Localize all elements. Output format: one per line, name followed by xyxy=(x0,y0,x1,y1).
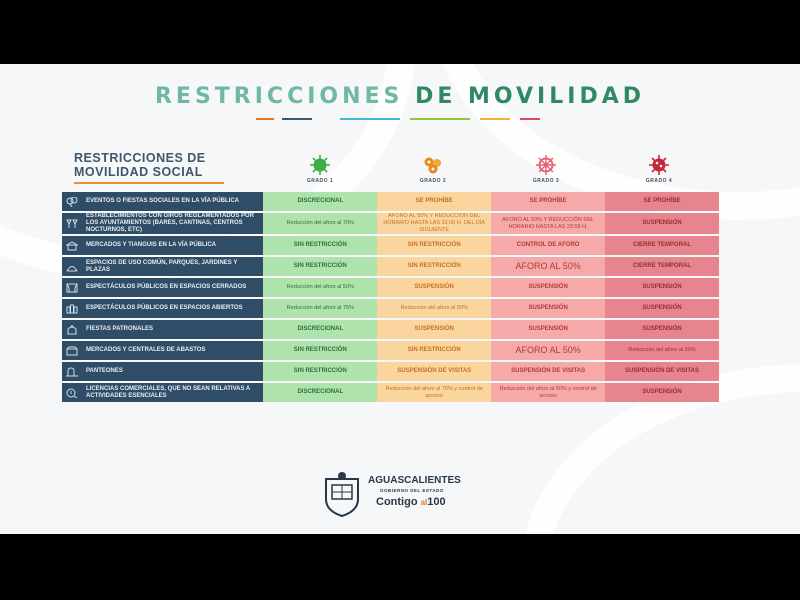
title-rule-orange xyxy=(256,118,274,120)
grade-4-cell: SUSPENSIÓN xyxy=(605,320,719,339)
virus-green-icon xyxy=(309,154,331,176)
grade-3-header xyxy=(490,154,602,184)
grade-2-cell: SE PROHÍBE xyxy=(377,192,491,211)
activity-cell xyxy=(62,299,263,318)
grade-3-cell: Reducción del aforo al 50% y control de acceso xyxy=(491,383,605,402)
title-part2: DE MOVILIDAD xyxy=(415,84,645,109)
grade-1-cell: DISCRECIONAL xyxy=(263,320,377,339)
activity-cell xyxy=(62,341,263,360)
table-row xyxy=(62,278,719,297)
grade-3-cell: SUSPENSIÓN DE VISITAS xyxy=(491,362,605,381)
slogan-part-a: Contigo xyxy=(376,496,418,508)
park-icon xyxy=(66,262,78,272)
activity-cell xyxy=(62,192,263,211)
title-rule-yellow xyxy=(480,118,510,120)
government-logo xyxy=(320,469,500,523)
grade-4-header xyxy=(603,154,715,184)
grade-2-cell: SIN RESTRICCIÓN xyxy=(377,236,491,255)
market-icon xyxy=(66,241,78,251)
grade-4-cell: SUSPENSIÓN DE VISITAS xyxy=(605,362,719,381)
grade-1-cell: DISCRECIONAL xyxy=(263,383,377,402)
grade-2-cell: Reducción del aforo al 50% xyxy=(377,299,491,318)
activity-label: FIESTAS PATRONALES xyxy=(86,326,154,332)
section-title-underline xyxy=(74,182,224,184)
grade-4-cell: CIERRE TEMPORAL xyxy=(605,257,719,276)
activity-label: ESPECTÁCULOS PÚBLICOS EN ESPACIOS CERRADOS xyxy=(86,284,247,290)
grade-3-cell: SUSPENSIÓN xyxy=(491,320,605,339)
table-row xyxy=(62,341,719,360)
grade-3-cell: AFORO AL 50% xyxy=(491,257,605,276)
table-row xyxy=(62,257,719,276)
activity-cell xyxy=(62,383,263,402)
glasses-icon xyxy=(66,219,78,229)
activity-label: EVENTOS O FIESTAS SOCIALES EN LA VÍA PÚBLICA xyxy=(86,198,240,204)
virus-pink-icon xyxy=(535,154,557,176)
activity-cell xyxy=(62,278,263,297)
table-row xyxy=(62,192,719,211)
grade-3-cell: SUSPENSIÓN xyxy=(491,278,605,297)
section-title xyxy=(74,151,264,184)
slogan-part-b: al xyxy=(420,498,428,507)
grade-4-cell: SUSPENSIÓN xyxy=(605,213,719,234)
grade-4-cell: CIERRE TEMPORAL xyxy=(605,236,719,255)
grade-1-cell: Reducción del aforo al 75% xyxy=(263,299,377,318)
table-row xyxy=(62,236,719,255)
activity-label: MERCADOS Y TIANGUIS EN LA VÍA PÚBLICA xyxy=(86,242,217,248)
table-row xyxy=(62,320,719,339)
grade-2-cell: Reducción del aforo al 70% y control de acceso xyxy=(377,383,491,402)
logo-name: AGUASCALIENTES xyxy=(368,475,461,486)
title-rule-blue xyxy=(340,118,400,120)
grade-1-cell: Reducción del aforo al 70% xyxy=(263,213,377,234)
grade-1-cell: SIN RESTRICCIÓN xyxy=(263,257,377,276)
grade-3-cell: SE PROHÍBE xyxy=(491,192,605,211)
activity-cell xyxy=(62,257,263,276)
table-row xyxy=(62,383,719,402)
activity-label: ESTABLECIMIENTOS CON GIROS REGLAMENTADOS POR LOS AYUNTAMIENTOS (BARES, CANTINAS, CENTROS NOCTURNOS, ETC) xyxy=(86,213,255,233)
title-rule-green xyxy=(410,118,470,120)
grade-2-cell: SIN RESTRICCIÓN xyxy=(377,257,491,276)
activity-cell xyxy=(62,362,263,381)
slide xyxy=(0,64,800,534)
grade-4-cell: Reducción del aforo al 30% xyxy=(605,341,719,360)
activity-label: LICENCIAS COMERCIALES, QUE NO SEAN RELATIVAS A ACTIVIDADES ESENCIALES xyxy=(86,385,251,399)
section-title-line2: MOVILIDAD SOCIAL xyxy=(74,165,203,179)
grade-1-cell: SIN RESTRICCIÓN xyxy=(263,236,377,255)
virus-red-icon xyxy=(648,154,670,176)
table-row xyxy=(62,362,719,381)
grade-1-cell: DISCRECIONAL xyxy=(263,192,377,211)
grade-4-cell: SUSPENSIÓN xyxy=(605,299,719,318)
grade-2-cell: SUSPENSIÓN DE VISITAS xyxy=(377,362,491,381)
grade-2-cell: SUSPENSIÓN xyxy=(377,278,491,297)
title-part1: RESTRICCIONES xyxy=(154,84,404,109)
grade-2-cell: SUSPENSIÓN xyxy=(377,320,491,339)
table-row xyxy=(62,213,719,234)
virus-orange-icon xyxy=(422,154,444,176)
grade-label: GRADO 3 xyxy=(532,178,560,184)
table-row xyxy=(62,299,719,318)
activity-cell xyxy=(62,236,263,255)
page-title xyxy=(0,84,800,109)
logo-subtitle: GOBIERNO DEL ESTADO xyxy=(380,488,444,493)
activity-cell xyxy=(62,213,263,234)
activity-label: ESPECTÁCULOS PÚBLICOS EN ESPACIOS ABIERTOS xyxy=(86,305,243,311)
section-title-line1: RESTRICCIONES DE xyxy=(74,151,206,165)
grade-1-header xyxy=(264,154,376,184)
grade-3-cell: AFORO AL 50% xyxy=(491,341,605,360)
title-rule-navy xyxy=(282,118,312,120)
tombstone-icon xyxy=(66,367,78,377)
grade-3-cell: AFORO AL 50% Y REDUCCIÓN DEL HORARIO HASTA LAS 23:59 H. xyxy=(491,213,605,234)
store-icon xyxy=(66,346,78,356)
church-icon xyxy=(66,325,78,335)
grade-4-cell: SUSPENSIÓN xyxy=(605,383,719,402)
grade-3-cell: CONTROL DE AFORO xyxy=(491,236,605,255)
activity-cell xyxy=(62,320,263,339)
grade-label: GRADO 1 xyxy=(306,178,334,184)
activity-label: MERCADOS Y CENTRALES DE ABASTOS xyxy=(86,347,206,353)
grade-label: GRADO 2 xyxy=(419,178,447,184)
grade-1-cell: SIN RESTRICCIÓN xyxy=(263,362,377,381)
grade-1-cell: SIN RESTRICCIÓN xyxy=(263,341,377,360)
grade-3-cell: SUSPENSIÓN xyxy=(491,299,605,318)
license-icon xyxy=(66,388,78,398)
grade-2-header xyxy=(377,154,489,184)
coat-of-arms-icon xyxy=(320,471,364,517)
grade-1-cell: Reducción del aforo al 50% xyxy=(263,278,377,297)
restrictions-table xyxy=(62,190,719,404)
grade-2-cell: AFORO AL 50% Y REDUCCIÓN DEL HORARIO HASTA LAS 22:00 H. DEL DÍA SIGUIENTE xyxy=(377,213,491,234)
grade-4-cell: SUSPENSIÓN xyxy=(605,278,719,297)
logo-slogan xyxy=(376,496,446,508)
title-rule-red xyxy=(520,118,540,120)
balloons-icon xyxy=(66,197,78,207)
slogan-part-c: 100 xyxy=(427,496,446,508)
grade-4-cell: SE PROHÍBE xyxy=(605,192,719,211)
stadium-icon xyxy=(66,304,78,314)
theater-icon xyxy=(66,283,78,293)
activity-label: PANTEONES xyxy=(86,368,123,374)
activity-label: ESPACIOS DE USO COMÚN, PARQUES, JARDINES Y PLAZAS xyxy=(86,259,238,273)
grade-label: GRADO 4 xyxy=(645,178,673,184)
grade-2-cell: SIN RESTRICCIÓN xyxy=(377,341,491,360)
